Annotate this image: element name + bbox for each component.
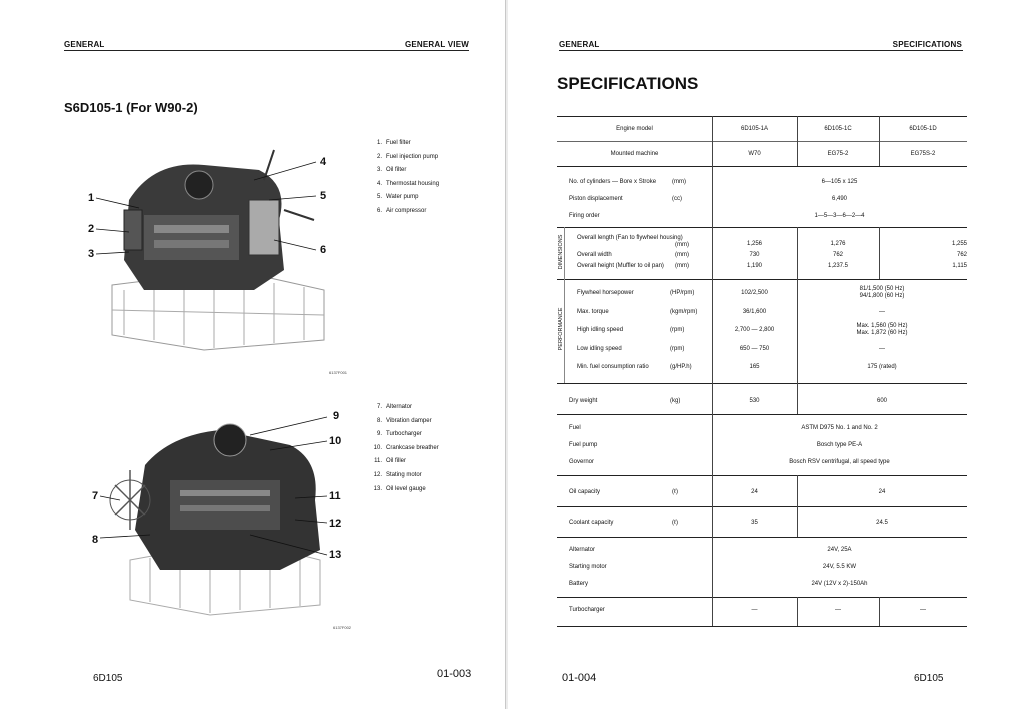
callout-9: 9 (333, 410, 340, 422)
engine-model-label: Engine model (616, 126, 653, 132)
header-title: SPECIFICATIONS (892, 40, 962, 49)
row-value: 1,190 (746, 263, 762, 269)
engine-figure-front (84, 140, 334, 370)
callout-4: 4 (320, 156, 327, 168)
row-value: 36/1,600 (742, 309, 767, 315)
dimensions-label: DIMENSIONS (558, 234, 564, 270)
row-unit: (kgm/rpm) (670, 309, 698, 315)
page-number: 01-004 (562, 672, 597, 684)
callout-3: 3 (88, 248, 95, 260)
list-item: 2. Fuel injection pump (376, 153, 439, 160)
row-value: Bosch RSV centrifugal, all speed type (789, 459, 890, 465)
row-value: — (879, 346, 885, 352)
left-page (0, 0, 506, 709)
row-value: 1,237.5 (827, 263, 849, 269)
row-label: Coolant capacity (569, 520, 614, 526)
performance-label: PERFORMANCE (558, 307, 564, 351)
row-value: 2,700 — 2,800 (734, 327, 775, 333)
header-section: GENERAL (559, 40, 600, 49)
row-value: 165 (749, 364, 760, 370)
row-value: 24V (12V x 2)-150Ah (811, 581, 868, 587)
callout-8: 8 (92, 534, 99, 546)
model-3: 6D105-1D (909, 126, 937, 132)
row-label: Firing order (569, 213, 600, 219)
row-value: 1,276 (830, 241, 846, 247)
row-label: Fuel pump (569, 442, 598, 448)
row-value: 24 (878, 489, 886, 495)
row-unit: (HP/rpm) (670, 290, 695, 296)
row-label: Low idling speed (577, 346, 622, 352)
row-value: — (835, 607, 841, 613)
row-value: 102/2,500 (741, 290, 768, 296)
parts-list-1 (369, 137, 439, 219)
callout-2: 2 (88, 223, 95, 235)
header-title: GENERAL VIEW (404, 40, 469, 49)
list-item: 7. Alternator (376, 404, 413, 410)
row-unit: (mm) (675, 242, 689, 248)
machine-3: EG75S-2 (910, 151, 936, 157)
row-value: 1,256 (746, 241, 762, 247)
row-value: Bosch type PE-A (816, 442, 863, 448)
row-label: Min. fuel consumption ratio (577, 364, 649, 370)
row-value: 1,255 (951, 241, 967, 247)
row-value: Max. 1,560 (50 Hz) (856, 323, 908, 329)
row-value: 1,115 (952, 263, 967, 269)
row-value: 175 (rated) (867, 364, 897, 370)
list-item: 11. Oil filler (374, 458, 407, 465)
row-label: Battery (569, 581, 589, 587)
model-2: 6D105-1C (824, 126, 852, 132)
row-unit: (rpm) (670, 346, 685, 352)
row-label: Dry weight (569, 398, 598, 404)
callout-13: 13 (329, 549, 342, 561)
row-value: 24V, 25A (827, 547, 852, 553)
page-title: SPECIFICATIONS (557, 74, 699, 93)
callout-11: 11 (329, 490, 341, 502)
row-value: 35 (751, 520, 758, 526)
callout-1: 1 (88, 192, 95, 204)
header-rule (64, 50, 469, 51)
row-value: 24 (751, 489, 758, 495)
figure-code-1: 6137F001 (329, 370, 348, 375)
callout-5: 5 (320, 190, 327, 202)
row-unit: (g/HP.h) (670, 364, 692, 370)
row-unit: (cc) (672, 196, 682, 202)
row-value: 650 — 750 (739, 346, 770, 352)
callout-7: 7 (92, 490, 99, 502)
footer-model: 6D105 (914, 673, 944, 684)
row-value: 600 (876, 398, 887, 404)
row-label: No. of cylinders — Bore x Stroke (569, 179, 657, 185)
row-unit: (mm) (672, 179, 686, 185)
row-label: Fuel (569, 425, 581, 431)
row-value: 94/1,800 (60 Hz) (859, 293, 905, 299)
row-value: — (879, 309, 885, 315)
mounted-label: Mounted machine (610, 151, 659, 157)
page-number: 01-003 (437, 668, 472, 680)
right-page (508, 0, 1024, 709)
row-value: 762 (832, 252, 843, 258)
model-1: 6D105-1A (740, 126, 769, 132)
row-unit: (ℓ) (672, 489, 678, 495)
list-item: 8. Vibration damper (376, 417, 432, 424)
machine-1: W70 (748, 151, 761, 157)
row-label: Max. torque (577, 309, 609, 315)
row-label: Governor (569, 459, 595, 465)
list-item: 4. Thermostat housing (376, 180, 440, 187)
row-value: Max. 1,872 (60 Hz) (856, 330, 908, 336)
header-section: GENERAL (64, 40, 105, 49)
row-unit: (mm) (675, 263, 689, 269)
header-rule (559, 50, 963, 51)
row-value: 24V, 5.5 KW (822, 564, 857, 570)
list-item: 12. Stating motor (373, 471, 422, 478)
row-value: 24.5 (876, 520, 888, 526)
row-value: 730 (749, 252, 760, 258)
row-label: Flywheel horsepower (577, 290, 634, 296)
parts-list-2 (369, 401, 439, 496)
list-item: 5. Water pump (376, 194, 419, 201)
row-label: Overall width (577, 252, 612, 258)
figure-code-2: 6137F002 (333, 625, 352, 630)
row-value: 762 (956, 252, 967, 258)
row-value: 530 (749, 398, 760, 404)
row-label: Overall height (Muffler to oil pan) (577, 263, 664, 269)
list-item: 9. Turbocharger (376, 431, 422, 438)
list-item: 10. Crankcase breather (373, 444, 439, 451)
list-item: 6. Air compressor (376, 207, 427, 214)
callout-12: 12 (329, 518, 342, 530)
list-item: 3. Oil filter (376, 167, 407, 174)
row-label: High idling speed (577, 327, 624, 333)
row-label: Oil capacity (569, 489, 601, 495)
footer-model: 6D105 (93, 673, 123, 684)
row-value: 6,490 (831, 196, 847, 202)
row-label: Alternator (569, 547, 596, 553)
row-value: 6—105 x 125 (821, 179, 858, 185)
callout-6: 6 (320, 244, 327, 256)
row-label: Piston displacement (569, 196, 623, 202)
row-label: Turbocharger (569, 607, 605, 613)
row-unit: (ℓ) (672, 520, 678, 526)
row-value: ASTM D975 No. 1 and No. 2 (801, 425, 878, 431)
row-value: — (751, 607, 758, 613)
row-unit: (mm) (675, 252, 689, 258)
row-value: — (920, 607, 926, 613)
page-title: S6D105-1 (For W90-2) (64, 100, 198, 115)
machine-2: EG75-2 (827, 151, 849, 157)
list-item: 1. Fuel filter (376, 140, 411, 146)
row-unit: (kg) (670, 398, 681, 404)
row-unit: (rpm) (670, 327, 685, 333)
row-value: 1—5—3—6—2—4 (814, 213, 865, 219)
callout-10: 10 (329, 435, 342, 447)
list-item: 13. Oil level gauge (373, 485, 426, 492)
engine-figure-rear (90, 410, 350, 620)
row-label: Overall length (Fan to flywheel housing) (577, 235, 683, 241)
row-label: Starting motor (569, 564, 607, 570)
row-value: 81/1,500 (50 Hz) (859, 286, 905, 292)
